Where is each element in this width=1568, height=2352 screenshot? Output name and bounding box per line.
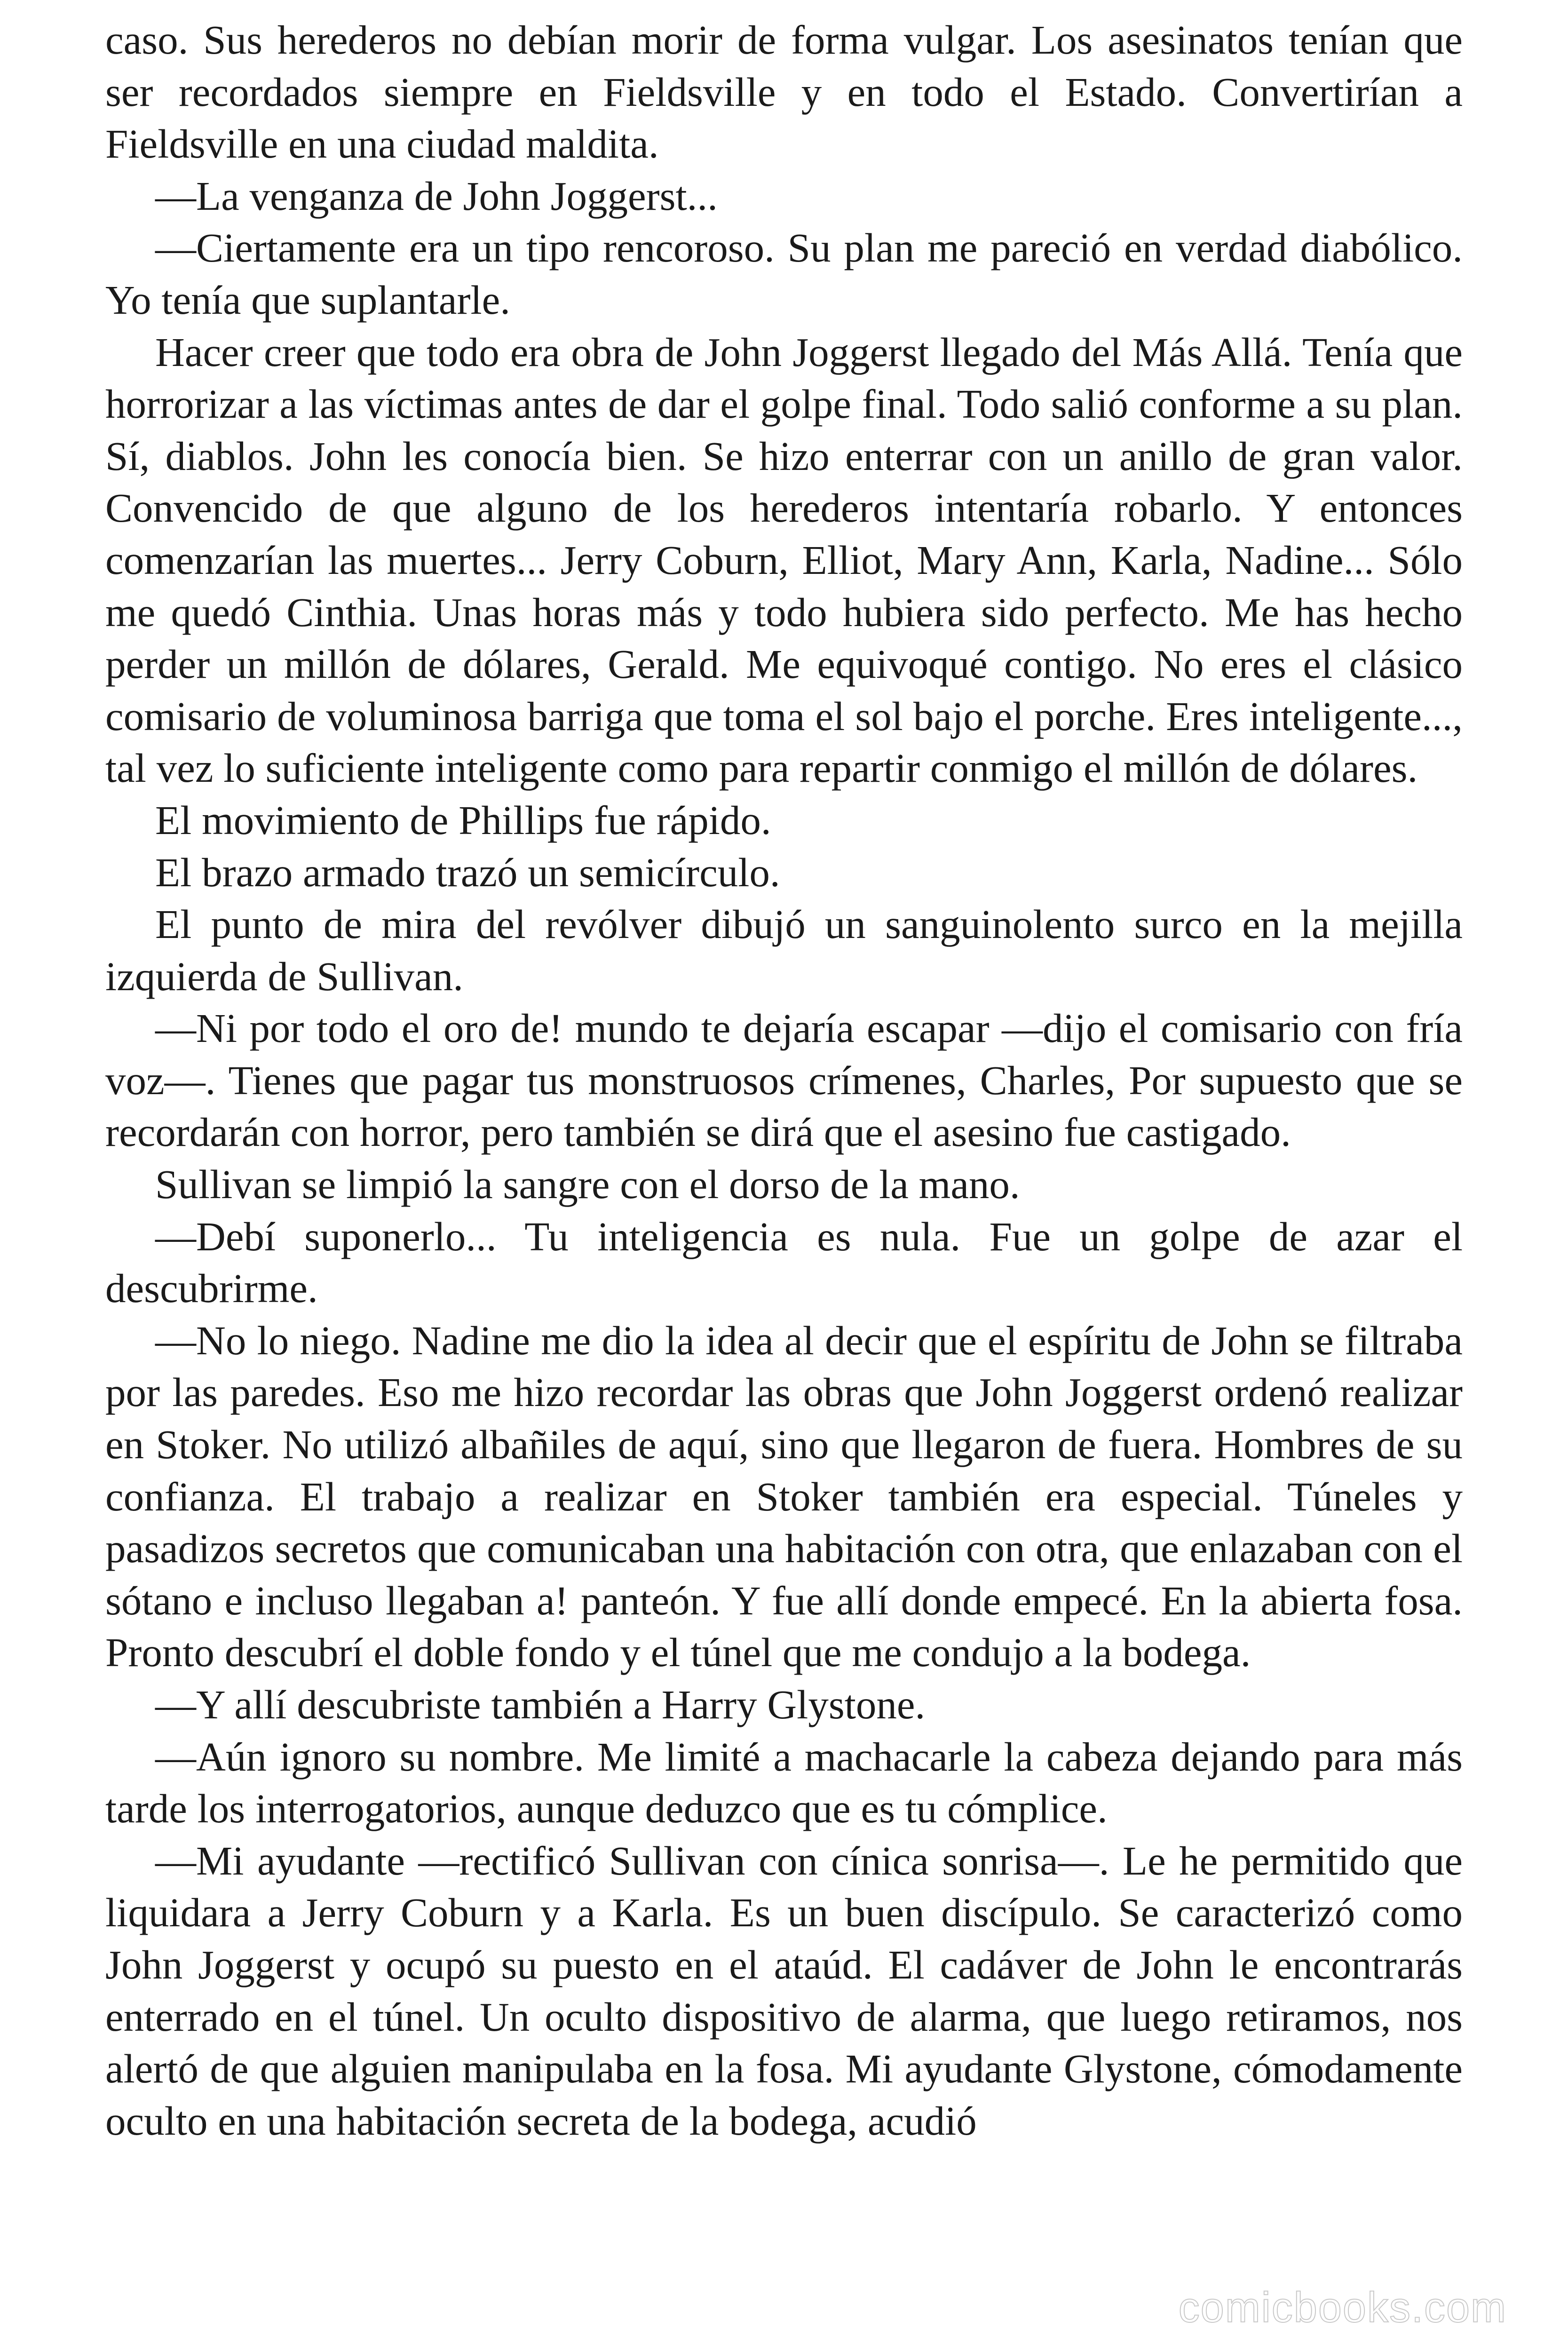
paragraph: —Aún ignoro su nombre. Me limité a machacarle la cabeza dejando para más tarde los interrogatorios, aunque deduzco que es tu cómplice. <box>105 1733 1463 1832</box>
paragraph: —Mi ayudante —rectificó Sullivan con cínica sonrisa—. Le he permitido que liquidara a Jerry Coburn y a Karla. Es un buen discípulo. Se caracterizó como John Joggerst y ocupó su puesto en el ataúd. El cadáver de John le encontrarás enterrado en el túnel. Un oculto dispositivo de alarma, que luego retiramos, nos alertó de que alguien manipulaba en la fosa. Mi ayudante Glystone, cómodamente oculto en una habitación secreta de la bodega, acudió <box>105 1837 1463 2144</box>
paragraph: caso. Sus herederos no debían morir de forma vulgar. Los asesinatos tenían que ser recordados siempre en Fieldsville y en todo el Estado. Convertirían a Fieldsville en una ciudad maldita. <box>105 17 1463 167</box>
watermark: comicbooks.com <box>1178 2284 1507 2331</box>
paragraph: —Ciertamente era un tipo rencoroso. Su plan me pareció en verdad diabólico. Yo tenía que suplantarle. <box>105 225 1463 323</box>
paragraph: —Ni por todo el oro de! mundo te dejaría escapar —dijo el comisario con fría voz—. Tienes que pagar tus monstruosos crímenes, Charles, Por supuesto que se recordarán con horror, pero también se dirá que el asesino fue castigado. <box>105 1005 1463 1155</box>
paragraph: El punto de mira del revólver dibujó un sanguinolento surco en la mejilla izquierda de Sullivan. <box>105 901 1463 999</box>
book-page <box>105 14 1463 2147</box>
paragraph: —No lo niego. Nadine me dio la idea al decir que el espíritu de John se filtraba por las paredes. Eso me hizo recordar las obras que John Joggerst ordenó realizar en Stoker. No utilizó albañiles de aquí, sino que llegaron de fuera. Hombres de su confianza. El trabajo a realizar en Stoker también era especial. Túneles y pasadizos secretos que comunicaban una habitación con otra, que enlazaban con el sótano e incluso llegaban a! panteón. Y fue allí donde empecé. En la abierta fosa. Pronto descubrí el doble fondo y el túnel que me condujo a la bodega. <box>105 1317 1463 1676</box>
paragraph: Sullivan se limpió la sangre con el dorso de la mano. <box>155 1161 1020 1208</box>
paragraph: —Debí suponerlo... Tu inteligencia es nula. Fue un golpe de azar el descubrirme. <box>105 1213 1463 1311</box>
paragraph: El movimiento de Phillips fue rápido. <box>155 797 771 843</box>
paragraph: —La venganza de John Joggerst... <box>155 173 718 219</box>
paragraph: El brazo armado trazó un semicírculo. <box>155 849 780 895</box>
paragraph: —Y allí descubriste también a Harry Glystone. <box>155 1682 926 1727</box>
paragraph: Hacer creer que todo era obra de John Joggerst llegado del Más Allá. Tenía que horrorizar a las víctimas antes de dar el golpe final. Todo salió conforme a su plan. Sí, diablos. John les conocía bien. Se hizo enterrar con un anillo de gran valor. Convencido de que alguno de los herederos intentaría robarlo. Y entonces comenzarían las muertes... Jerry Coburn, Elliot, Mary Ann, Karla, Nadine... Sólo me quedó Cinthia. Unas horas más y todo hubiera sido perfecto. Me has hecho perder un millón de dólares, Gerald. Me equivoqué contigo. No eres el clásico comisario de voluminosa barriga que toma el sol bajo el porche. Eres inteligente..., tal vez lo suficiente inteligente como para repartir conmigo el millón de dólares. <box>105 329 1463 791</box>
